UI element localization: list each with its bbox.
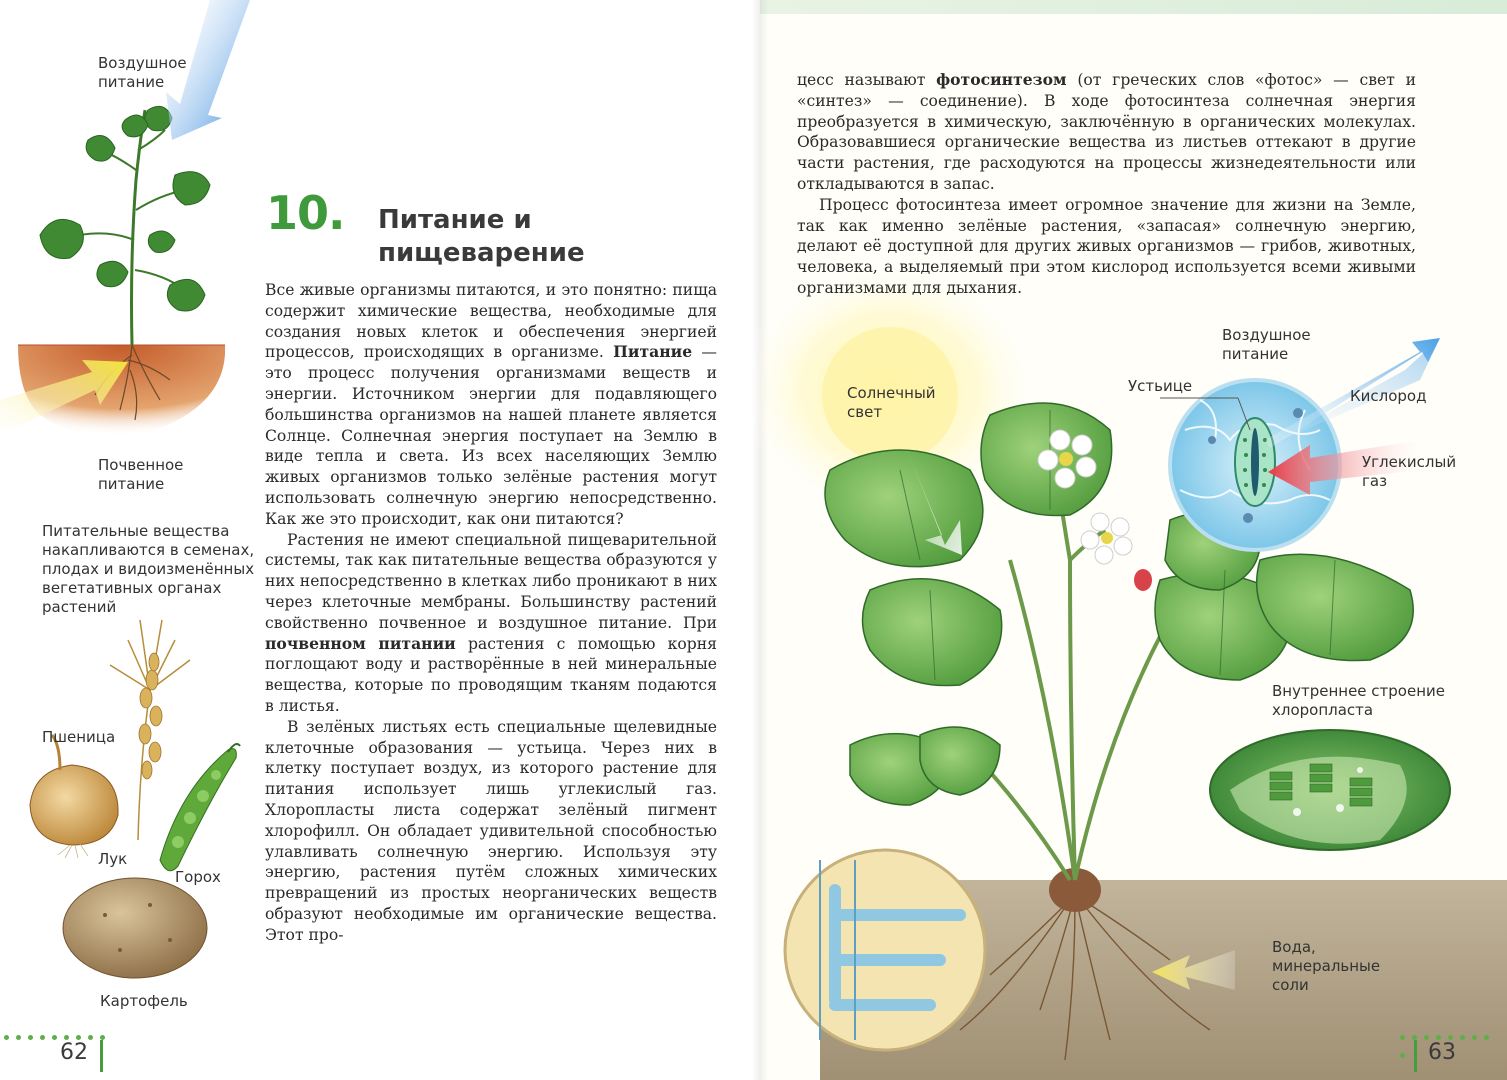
flower-2 xyxy=(1081,513,1132,564)
label-oxygen: Кислород xyxy=(1350,387,1427,405)
left-body-text xyxy=(265,280,717,946)
page-number-bar-left xyxy=(100,1040,103,1072)
left-paragraph-3: В зелёных листьях есть специальные щелевидные клеточные образования — устьица. Через них в клетку поступает воздух, из которого растение для питания использует лишь углекислый газ. Хлоропласты листа содержат зелёный пигмент хлорофилл. Он обладает удивительной способностью улавливать солнечную энергию. Используя эту энергию, растения путём сложных химических превращений из простых неорганических веществ образуют необходимые им органические вещества. Этот про- xyxy=(265,717,717,944)
label-water-minerals: Вода, минеральные соли xyxy=(1272,938,1381,994)
chapter-number: 10. xyxy=(266,186,345,240)
label-air-nutrition-left: Воздушное питание xyxy=(98,54,187,91)
label-sunlight: Солнечный свет xyxy=(847,384,936,421)
label-onion: Лук xyxy=(98,850,128,868)
chapter-title: Питание и пищеварение xyxy=(378,205,585,268)
right-paragraph-1: цесс называют фотосинтезом (от греческих слов «фотос» — свет и «синтез» — соединение). В ходе фотосинтеза солнечная энергия преобразуется в химическую, заключённую в органических молекулах. Образовавшиеся органические вещества из листьев оттекают в другие части растения, где расходуются на процессы жизнедеятельности или откладываются в запас. xyxy=(797,70,1417,193)
left-paragraph-2: Растения не имеют специальной пищеварительной системы, так как питательные вещества образуются у них непосредственно в клетках либо проникают в них через клеточные мембраны. Большинству растений свойственно почвенное и воздушное питание. При почвенном питании растения с помощью корня поглощают воду и растворённые в ней минеральные вещества, которые по проводящим тканям подаются в листья. xyxy=(265,530,717,715)
right-paragraph-2: Процесс фотосинтеза имеет огромное значение для жизни на Земле, так как именно зелёные растения, «запасая» солнечную энергию, делают её доступной для других живых организмов — грибов, животных, человека, а выделяемый при этом кислород используется всеми живыми организмами для дыхания. xyxy=(797,195,1416,297)
label-co2: Углекислый газ xyxy=(1362,453,1457,490)
label-soil-nutrition-left: Почвенное питание xyxy=(98,456,184,493)
label-pea: Горох xyxy=(175,868,221,886)
label-stoma: Устьице xyxy=(1128,377,1193,395)
left-footer-dots xyxy=(4,1027,112,1033)
left-paragraph-1: Все живые организмы питаются, и это понятно: пища содержит химические вещества, необходимые для создания новых клеток и обеспечения энергией процессов, происходящих в организме. Питание — это процесс получения организмами веществ и энергии. Источником энергии для подавляющего большинства организмов на нашей планете является Солнце. Солнечная энергия поступает на Землю в виде тепла и света. Из всех населяющих Землю живых организмов только зелёные растения могут использовать солнечную энергию непосредственно. Как же это происходит, как они питаются? xyxy=(265,281,717,528)
label-air-nutrition-right: Воздушное питание xyxy=(1222,326,1311,363)
storage-organs-illustration xyxy=(30,620,240,978)
page-number-left: 62 xyxy=(60,1040,88,1065)
page-number-right: 63 xyxy=(1428,1040,1456,1065)
page-number-bar-right xyxy=(1414,1040,1417,1072)
stoma-inset xyxy=(1160,338,1440,550)
label-wheat: Пшеница xyxy=(42,728,116,746)
right-footer-dots xyxy=(1400,1027,1507,1033)
right-body-text xyxy=(797,70,1416,299)
chloroplast-illustration xyxy=(1210,730,1450,850)
label-storage-caption: Питательные вещества накапливаются в семенах, плодах и видоизменённых вегетативных органах растений xyxy=(42,522,255,616)
label-potato: Картофель xyxy=(100,992,188,1010)
label-chloroplast: Внутреннее строение хлоропласта xyxy=(1272,682,1445,719)
